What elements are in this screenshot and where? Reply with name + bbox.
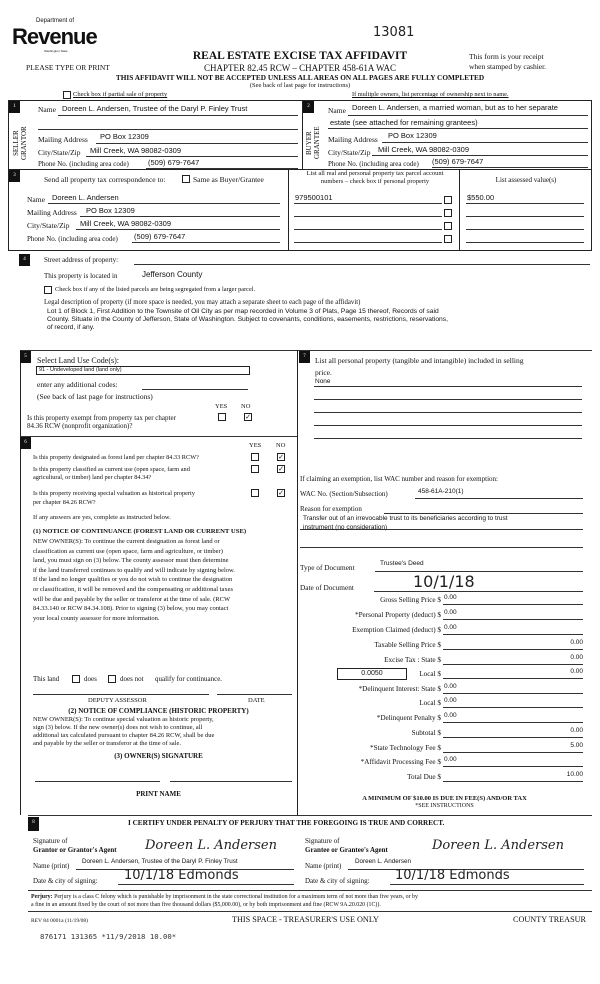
pp-line — [314, 412, 582, 413]
amount-line — [443, 766, 583, 767]
personal-property-checkbox[interactable] — [444, 235, 452, 243]
street-address-label: Street address of property: — [44, 256, 119, 264]
seller-name-line-2 — [38, 129, 298, 130]
grantor-signature[interactable]: Doreen L. Andersen — [145, 838, 277, 853]
no-header-6: NO — [276, 442, 286, 449]
perjury-label: Perjury: — [31, 894, 53, 900]
left-border — [20, 350, 21, 815]
continuance-text — [33, 537, 235, 623]
grantor-name-print-label: Name (print) — [33, 862, 70, 870]
deputy-assessor-line — [33, 694, 209, 695]
receipt-note-2: when stamped by cashier. — [469, 62, 547, 71]
assessor-date-label: DATE — [248, 697, 265, 704]
personal-property-label-2: price. — [315, 368, 332, 377]
segregated-checkbox[interactable] — [44, 286, 52, 294]
amount-line — [443, 722, 583, 723]
amount-label: *Personal Property (deduct) $ — [354, 611, 441, 619]
reason-line-2 — [300, 529, 583, 530]
nonprofit-no-checkbox[interactable]: ✓ — [245, 413, 251, 421]
buyer-name-label: Name — [328, 106, 346, 115]
perjury-top-line — [28, 890, 592, 891]
partial-sale-label: Check box if partial sale of property — [73, 91, 168, 98]
amount-value[interactable]: 0.00 — [570, 639, 583, 646]
wac-field[interactable]: 458-61A-210(1) — [418, 488, 464, 495]
amount-value[interactable]: 0.00 — [444, 697, 457, 704]
doc-type-line — [375, 571, 583, 572]
dor-logo — [12, 18, 97, 56]
doc-date-line — [374, 591, 583, 592]
see-instructions-note: *SEE INSTRUCTIONS — [415, 803, 474, 809]
seller-city-line — [86, 156, 298, 157]
assessed-line — [466, 216, 584, 217]
notice-line: or classification, it will be removed and the compensating or additional taxes — [33, 585, 233, 593]
exemption-label: If claiming an exemption, list WAC number and reason for exemption: — [300, 475, 498, 483]
notice-line: If the land no longer qualifies or you do not wish to continue the designation — [33, 576, 233, 584]
does-not-label: does not — [120, 675, 144, 683]
amount-value[interactable]: 0.00 — [444, 683, 457, 690]
tax-rate-field[interactable]: 0.0050 — [337, 668, 407, 680]
amount-line — [443, 604, 583, 605]
assessor-date-line — [217, 694, 292, 695]
notice-line: if the land transferred continues to qualify and will indicate by signing below. — [33, 566, 235, 574]
notice-line: will be due and payable by the seller or transferor at the time of sale. (RCW — [33, 595, 231, 603]
additional-codes-line — [142, 389, 248, 390]
section-8-badge: 8 — [28, 817, 39, 831]
qualify-label: qualify for continuance. — [155, 675, 223, 683]
perjury-bottom-line — [28, 911, 592, 912]
parcel-header-1: List all real and personal property tax parcel account — [306, 170, 444, 177]
parcel-line — [294, 216, 442, 217]
current-use-question: Is this property classified as current use (open space, farm and — [33, 466, 190, 473]
grantor-date-city-label: Date & city of signing: — [33, 877, 98, 885]
section-6-badge: 6 — [20, 437, 31, 449]
amount-value[interactable]: 5.00 — [570, 742, 583, 749]
notice-line: and payable by the seller or transferor at the time of sale. — [33, 740, 181, 747]
parcel-line — [294, 242, 442, 243]
send-correspondence-label: Send all property tax correspondence to: — [44, 175, 166, 184]
corr-city-field[interactable]: Mill Creek, WA 98082-0309 — [80, 219, 172, 228]
notice-line: your local county assessor for more information. — [33, 614, 160, 622]
perjury-text-1: Perjury is a class C felony which is punishable by imprisonment in the state correctional institution for a maximum term of not more than five years, or by — [54, 894, 418, 900]
section-1-badge: 1 — [9, 101, 20, 113]
doc-date-field[interactable]: 10/1/18 — [413, 572, 475, 591]
multiple-owners-note: If multiple owners, list percentage of ownership next to name. — [352, 91, 509, 98]
treasurer-space-label: THIS SPACE - TREASURER'S USE ONLY — [232, 915, 379, 924]
doc-date-label: Date of Document — [300, 583, 354, 592]
section-3-badge: 3 — [9, 170, 20, 182]
grantee-agent-label: Grantee or Grantee's Agent — [305, 846, 388, 854]
pp-line — [314, 438, 582, 439]
buyer-city-field[interactable]: Mill Creek, WA 98082-0309 — [378, 145, 470, 154]
seller-city-label: City/State/Zip — [38, 148, 81, 157]
amount-value[interactable]: 0.00 — [570, 727, 583, 734]
forest-land-question: Is this property designated as forest land per chapter 84.33 RCW? — [33, 454, 199, 461]
amount-line — [443, 737, 583, 738]
amount-label: Subtotal $ — [411, 729, 441, 737]
amount-label: Excise Tax : State $ — [384, 656, 441, 664]
column-divider — [297, 350, 298, 815]
amount-line — [443, 678, 583, 679]
amount-line — [443, 752, 583, 753]
notice-line: NEW OWNER(S): To continue the current designation as forest land or — [33, 538, 220, 545]
assessed-line — [466, 229, 584, 230]
section-8-top-line — [28, 815, 592, 816]
reason-label: Reason for exemption — [300, 505, 362, 513]
legal-desc-line-1[interactable]: Lot 1 of Block 1, First Addition to the Townsite of Oil City as per map recorded in Volume 3 of Plats, Page 15 thereof, Records of said — [47, 308, 439, 315]
amount-label: Taxable Selling Price $ — [374, 641, 441, 649]
current-use-no-checkbox[interactable]: ✓ — [278, 465, 284, 473]
amount-label: *Delinquent Penalty $ — [376, 714, 441, 722]
treasurer-receipt-stamp: 876171 131365 *11/9/2018 10.00* — [40, 932, 177, 941]
doc-type-field[interactable]: Trustee's Deed — [380, 560, 424, 567]
land-use-label: Select Land Use Code(s): — [37, 356, 119, 365]
corr-phone-line — [132, 242, 280, 243]
corr-city-label: City/State/Zip — [27, 221, 70, 230]
yes-header-6: YES — [249, 442, 262, 449]
seller-name-label: Name — [38, 105, 56, 114]
grantee-date-line — [390, 884, 584, 885]
print-name-label: PRINT NAME — [136, 790, 181, 798]
legal-desc-label: Legal description of property (if more space is needed, you may attach a separate sheet to each page of the affidavit) — [44, 299, 361, 306]
partial-sale-checkbox[interactable] — [63, 91, 71, 99]
buyer-mail-field[interactable]: PO Box 12309 — [388, 131, 437, 140]
does-label: does — [84, 675, 97, 683]
pp-line — [314, 399, 582, 400]
amount-value[interactable]: 0.00 — [444, 594, 457, 601]
county-treasurer-label: COUNTY TREASUR — [513, 915, 587, 924]
amount-label: Exemption Claimed (deduct) $ — [352, 626, 441, 634]
personal-property-checkbox[interactable] — [444, 209, 452, 217]
assessed-line — [466, 203, 584, 204]
amount-value[interactable]: 0.00 — [444, 609, 457, 616]
deputy-assessor-label: DEPUTY ASSESSOR — [88, 697, 147, 704]
amount-label: *Delinquent Interest: State $ — [358, 685, 441, 693]
notice-line: NEW OWNER(S): To continue special valuation as historic property, — [33, 716, 214, 723]
minimum-due-note: A MINIMUM OF $10.00 IS DUE IN FEE(S) AND/OR TAX — [362, 795, 527, 802]
logo-state: Washington State — [44, 49, 68, 53]
owner-signature-title: (3) OWNER(S) SIGNATURE — [114, 752, 203, 760]
does-not-qualify-checkbox[interactable] — [108, 675, 116, 683]
amount-line — [443, 649, 583, 650]
personal-property-checkbox[interactable] — [444, 196, 452, 204]
amount-value[interactable]: 0.00 — [444, 712, 457, 719]
pp-line — [314, 386, 582, 387]
forest-yes-checkbox[interactable] — [251, 453, 259, 461]
buyer-name-field[interactable]: Doreen L. Andersen, a married woman, but as to her separate — [352, 103, 558, 112]
form-warning: THIS AFFIDAVIT WILL NOT BE ACCEPTED UNLESS ALL AREAS ON ALL PAGES ARE FULLY COMPLETED — [115, 73, 485, 82]
amount-line — [443, 664, 583, 665]
form-title: REAL ESTATE EXCISE TAX AFFIDAVIT — [192, 50, 408, 62]
buyer-name-line-2 — [328, 128, 588, 129]
wac-line — [415, 498, 583, 499]
form-chapter: CHAPTER 82.45 RCW – CHAPTER 458-61A WAC — [204, 63, 396, 73]
reason-field-1[interactable]: Transfer out of an irrevocable trust to its beneficiaries according to trust — [303, 515, 508, 522]
does-qualify-checkbox[interactable] — [72, 675, 80, 683]
section-5-badge: 5 — [20, 351, 31, 363]
buyer-phone-line — [432, 167, 588, 168]
assessed-value-field[interactable]: $550.00 — [467, 193, 495, 202]
grantor-name-print[interactable]: Doreen L. Andersen, Trustee of the Daryl P. Finley Trust — [82, 858, 238, 865]
amount-value[interactable]: 0.00 — [444, 624, 457, 631]
corr-phone-label: Phone No. (including area code) — [27, 235, 118, 243]
land-use-select[interactable]: 91 - Undeveloped land (land only) — [36, 366, 250, 375]
land-use-instructions: (See back of last page for instructions) — [37, 392, 153, 401]
reason-line-3 — [300, 547, 583, 548]
amount-value[interactable]: 0.00 — [570, 668, 583, 675]
amount-line — [443, 707, 583, 708]
receipt-note-1: This form is your receipt — [469, 52, 544, 61]
seller-name-field[interactable]: Doreen L. Andersen, Trustee of the Daryl P. Finley Trust — [62, 104, 248, 113]
amount-label: Total Due $ — [407, 773, 441, 781]
corr-name-field[interactable]: Doreen L. Andersen — [52, 193, 119, 202]
grantee-signature[interactable]: Doreen L. Andersen — [432, 838, 564, 853]
stamp-number: 13081 — [373, 25, 415, 40]
same-as-buyer-label: Same as Buyer/Grantee — [193, 175, 264, 184]
buyer-name-field-2[interactable]: estate (see attached for remaining grantees) — [330, 118, 478, 127]
seller-city-field[interactable]: Mill Creek, WA 98082-0309 — [90, 146, 182, 155]
grantor-date-city[interactable]: 10/1/18 Edmonds — [124, 868, 239, 883]
pp-line — [314, 425, 582, 426]
amount-label: *State Technology Fee $ — [369, 744, 441, 752]
section-7-badge: 7 — [299, 351, 310, 363]
parcel-header-2: numbers – check box if personal property — [320, 178, 430, 185]
amount-value[interactable]: 0.00 — [570, 654, 583, 661]
perjury-line-2: a fine in an amount fixed by the court of not more than five thousand dollars ($5,000.00), or by both imprisonment and fine (RCW 9A.20.020 (1C)). — [31, 902, 381, 908]
buyer-mail-label: Mailing Address — [328, 135, 378, 144]
seller-name-line — [58, 115, 298, 116]
this-land-label: This land — [33, 675, 60, 683]
corr-mail-line — [80, 216, 280, 217]
corr-name-line — [48, 203, 280, 204]
nonprofit-question-2: 84.36 RCW (nonprofit organization)? — [27, 422, 133, 430]
owner-signature-line — [35, 781, 160, 782]
notice-line: classification as current use (open space, farm and agriculture, or timber) — [33, 547, 223, 555]
wac-label: WAC No. (Section/Subsection) — [300, 490, 388, 498]
amount-line — [443, 693, 583, 694]
forest-no-checkbox[interactable]: ✓ — [278, 453, 284, 461]
reason-field-2[interactable]: instrument (no consideration) — [303, 524, 388, 531]
section-4-badge: 4 — [19, 254, 30, 266]
current-use-question-2: agricultural, or timber) land per chapter 84.34? — [33, 474, 152, 481]
buyer-phone-field[interactable]: (509) 679-7647 — [432, 157, 484, 166]
grantee-sig-of: Signature of — [305, 837, 340, 845]
county-field[interactable]: Jefferson County — [142, 270, 203, 279]
buyer-mail-line — [382, 142, 588, 143]
historic-no-checkbox[interactable]: ✓ — [278, 489, 284, 497]
grantee-name-print-label: Name (print) — [305, 862, 342, 870]
located-label: This property is located in — [44, 272, 118, 280]
amount-label: Gross Selling Price $ — [380, 596, 441, 604]
if-yes-instruction: If any answers are yes, complete as instructed below. — [33, 514, 171, 521]
seller-phone-field[interactable]: (509) 679-7647 — [148, 158, 200, 167]
legal-desc-line-2[interactable]: County. Situate in the County of Jefferson, State of Washington. Subject to covenants, conditions, easements, restrictions, reservations, — [47, 316, 448, 323]
historic-question-2: per chapter 84.26 RCW? — [33, 499, 96, 506]
buyer-phone-label: Phone No. (including area code) — [328, 160, 419, 168]
logo-text: Revenue — [12, 24, 97, 49]
perjury-line-1 — [31, 894, 418, 900]
historic-question: Is this property receiving special valuation as historical property — [33, 490, 195, 497]
please-type: PLEASE TYPE OR PRINT — [26, 63, 110, 72]
grantor-agent-label: Grantor or Grantor's Agent — [33, 846, 117, 854]
corr-mail-label: Mailing Address — [27, 208, 77, 217]
buyer-name-line — [348, 115, 588, 116]
amount-label: *Affidavit Processing Fee $ — [360, 758, 441, 766]
parcel-line — [294, 229, 442, 230]
notice-line: sign (3) below. If the new owner(s) does not wish to continue, all — [33, 724, 203, 731]
buyer-city-label: City/State/Zip — [328, 148, 371, 157]
compliance-text — [33, 716, 214, 748]
buyer-side-label: BUYER GRANTEE — [305, 126, 321, 160]
current-use-yes-checkbox[interactable] — [251, 465, 259, 473]
notice-line: additional tax calculated pursuant to chapter 84.26 RCW, shall be due — [33, 732, 215, 739]
nonprofit-question: Is this property exempt from property tax per chapter — [27, 414, 176, 422]
amount-label: Local $ — [419, 699, 441, 707]
amount-label: Local $ — [419, 670, 441, 678]
see-back: (See back of last page for instructions) — [249, 82, 351, 89]
amount-line — [443, 781, 583, 782]
certify-statement: I CERTIFY UNDER PENALTY OF PERJURY THAT THE FOREGOING IS TRUE AND CORRECT. — [128, 819, 445, 827]
legal-desc-line-3[interactable]: of record, if any. — [47, 324, 95, 331]
amount-line — [443, 634, 583, 635]
additional-codes-label: enter any additional codes: — [37, 380, 118, 389]
continuance-title: (1) NOTICE OF CONTINUANCE (FOREST LAND OR CURRENT USE) — [33, 528, 247, 535]
seller-mail-field[interactable]: PO Box 12309 — [100, 132, 149, 141]
street-address-line — [134, 264, 590, 265]
form-revision: REV 84 0001a (11/19/08) — [31, 918, 88, 924]
parcel-number-field[interactable]: 979500101 — [295, 193, 333, 202]
amount-line — [443, 619, 583, 620]
personal-property-field[interactable]: None — [315, 378, 331, 385]
notice-line: land, you must sign on (3) below. The county assessor must then determine — [33, 557, 229, 565]
amount-value[interactable]: 0.00 — [444, 756, 457, 763]
grantee-date-city[interactable]: 10/1/18 Edmonds — [395, 868, 510, 883]
compliance-title: (2) NOTICE OF COMPLIANCE (HISTORIC PROPERTY) — [68, 707, 249, 715]
notice-line: 84.33.140 or RCW 84.34.108). Prior to signing (3) below, you may contact — [33, 605, 229, 613]
seller-mail-label: Mailing Address — [38, 135, 88, 144]
seller-mail-line — [96, 143, 298, 144]
seller-phone-label: Phone No. (including area code) — [38, 160, 129, 168]
segregated-label: Check box if any of the listed parcels are being segregated from a larger parcel. — [55, 286, 256, 293]
grantor-date-line — [118, 884, 294, 885]
seller-side-label: SELLER GRANTOR — [12, 126, 28, 160]
assessed-line — [466, 242, 584, 243]
corr-city-line — [76, 229, 280, 230]
assessed-header: List assessed value(s) — [495, 176, 557, 184]
amount-value[interactable]: 10.00 — [566, 771, 583, 778]
buyer-city-line — [372, 155, 588, 156]
owner-signature-line-2 — [170, 781, 292, 782]
section-6-top-line — [20, 436, 297, 437]
no-header: NO — [241, 403, 251, 410]
yes-header: YES — [215, 403, 228, 410]
corr-mail-field[interactable]: PO Box 12309 — [86, 206, 135, 215]
logo-dept: Department of — [36, 18, 75, 24]
corr-phone-field[interactable]: (509) 679-7647 — [134, 232, 186, 241]
personal-property-label: List all personal property (tangible and intangible) included in selling — [315, 356, 524, 365]
personal-property-checkbox[interactable] — [444, 222, 452, 230]
grantee-name-print[interactable]: Doreen L. Andersen — [355, 858, 412, 865]
historic-yes-checkbox[interactable] — [251, 489, 259, 497]
same-as-buyer-checkbox[interactable] — [182, 175, 190, 183]
doc-type-label: Type of Document — [300, 563, 355, 572]
parcel-line — [294, 203, 442, 204]
reason-line — [384, 513, 583, 514]
grantor-sig-of: Signature of — [33, 837, 68, 845]
section-2-badge: 2 — [303, 101, 314, 113]
corr-name-label: Name — [27, 195, 45, 204]
grantee-date-city-label: Date & city of signing: — [305, 877, 370, 885]
nonprofit-yes-checkbox[interactable] — [218, 413, 226, 421]
